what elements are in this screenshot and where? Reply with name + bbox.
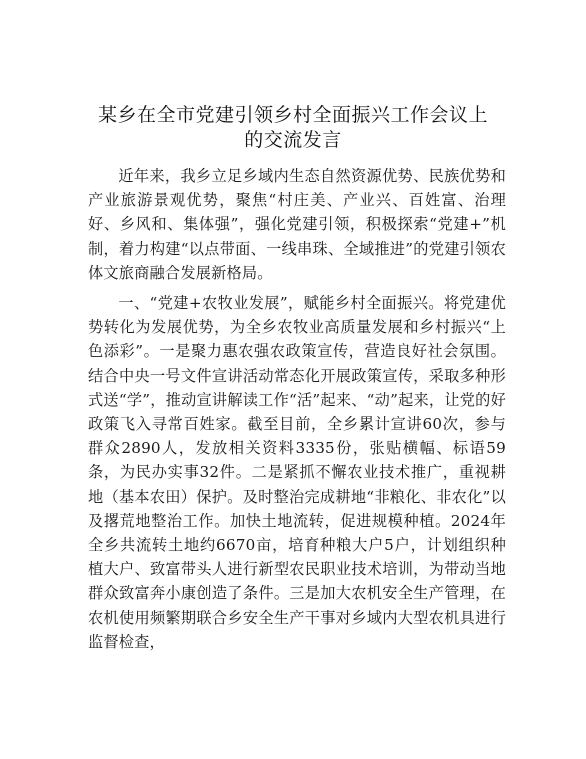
title-line-2: 的交流发言	[244, 129, 342, 151]
title-line-1: 某乡在全市党建引领乡村全面振兴工作会议上	[97, 104, 488, 126]
paragraph-intro: 近年来，我乡立足乡域内生态自然资源优势、民族优势和产业旅游景观优势，聚焦“村庄美、产业兴、百姓富、治理好、乡风和、集体强”，强化党建引领，积极探索“党建+”机制，着力构建“以点带面、一线串珠、全域推进”的党建引领农体文旅商融合发展新格局。	[88, 167, 506, 282]
document-title	[60, 103, 526, 153]
paragraph-section-one: 一、“党建+农牧业发展”，赋能乡村全面振兴。将党建优势转化为发展优势，为全乡农牧业高质量发展和乡村振兴“上色添彩”。一是聚力惠农强农政策宣传，营造良好社会氛围。结合中央一号文件宣讲活动常态化开展政策宣传，采取多种形式送“学”，推动宣讲解读工作“活”起来、“动”起来，让党的好政策飞入寻常百姓家。截至目前，全乡累计宣讲60次，参与群众2890人，发放相关资料3335份，张贴横幅、标语59条，为民办实事32件。二是紧抓不懈农业技术推广，重视耕地（基本农田）保护。及时整治完成耕地“非粮化、非农化”以及撂荒地整治工作。加快土地流转，促进规模种植。2024年全乡共流转土地约6670亩，培育种粮大户5户，计划组织种植大户、致富带头人进行新型农民职业技术培训，为带动当地群众致富奔小康创造了条件。三是加大农机安全生产管理，在农机使用频繁期联合乡安全生产干事对乡域内大型农机具进行监督检查，	[88, 294, 506, 651]
document-body	[88, 164, 506, 654]
